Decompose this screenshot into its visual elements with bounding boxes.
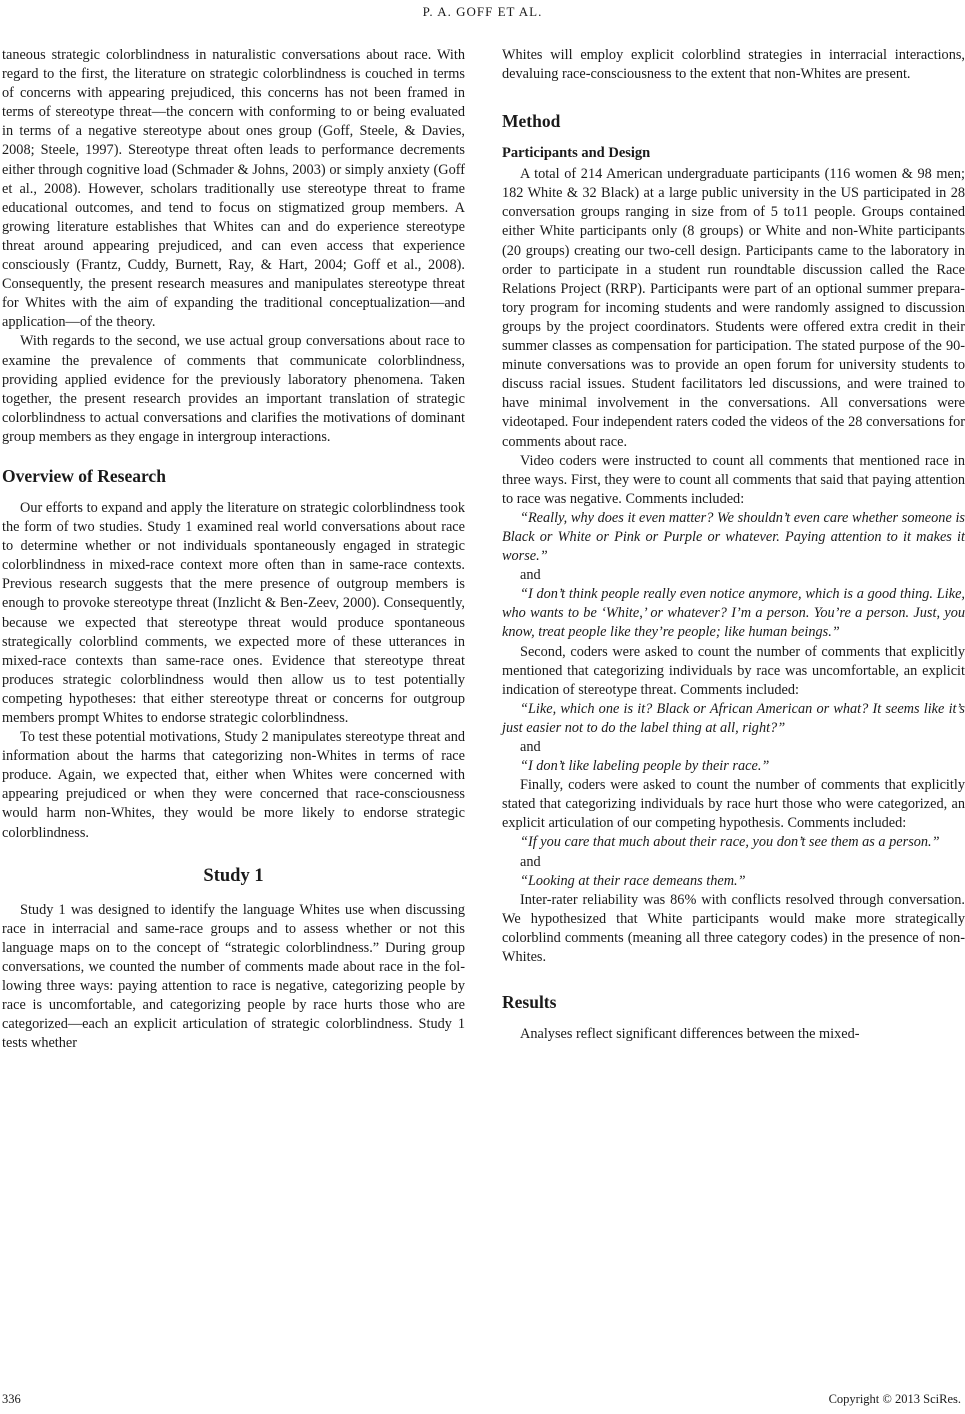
paragraph: Second, coders were asked to count the number of comments that explicitly mentioned that categorizing individuals by race was uncomfortable, an explicit indication of stereotype threat. Comments included: xyxy=(502,643,965,698)
quote: “Like, which one is it? Black or African American or what? It seems like it’s just easier not to do the label thing at all, right?” xyxy=(502,700,965,736)
page-number: 336 xyxy=(2,1392,21,1406)
section-heading-overview: Overview of Research xyxy=(2,465,166,486)
subsection-heading-participants: Participants and Design xyxy=(502,145,651,162)
paragraph: A total of 214 American undergraduate participants (116 women & 98 men; 182 White & 32 Black) at a large public university in the US participated in 28 conversation groups ranging in size from of 5 to11 people. Groups contained either White participants only (8 groups) or White and non-White participants (20 groups) creating our two-cell design. Participants came to the laboratory in order to participate in a student run roundtable discussion called the Race Relations Project (RRP). Participants were part of an optional summer preparatory program for incoming students and were randomly assigned to discussion groups by the project coordinators. Students were offered extra credit in their summer classes as compensation for participation. The stated purpose of the 90-minute conversations was to provide an open forum for university students to discuss racial issues. Student facilitators led discussions, and were trained to have minimal involvement in the conversations. All conversations were videotaped. Four independent raters coded the videos of the 28 conversations for comments about race. xyxy=(502,166,965,450)
paragraph: With regards to the second, we use actual group conversations about race to examine the prevalence of comments that communicate colorblindness, providing applied evidence for the previously laboratory phenomena. Taken together, the present research provides an important translation of strategic colorblindness to actual conversations and clarifies the motivations of dominant group members as they engage in intergroup interactions. xyxy=(2,333,465,445)
quote: “I don’t think people really even notice anymore, which is a good thing. Like, who wants to be ‘White,’ or whatever? I’m a person. You’re a person. Just, you know, treat people like they’re people; like human beings.” xyxy=(502,586,965,641)
paragraph: Analyses reflect significant differences between the mixed- xyxy=(520,1026,860,1043)
quote: “If you care that much about their race, you don’t see them as a person.” xyxy=(520,834,940,851)
quote: “I don’t like labeling people by their race.” xyxy=(520,758,770,775)
right-column xyxy=(502,46,965,1044)
paragraph: Video coders were instructed to count all comments that mentioned race in three ways. First, they were to count all comments that said that paying attention to race was negative. Comments included: xyxy=(502,452,965,507)
running-head: P. A. GOFF ET AL. xyxy=(422,4,543,19)
paragraph: To test these potential motivations, Study 2 manipulates stereotype threat and information about the harms that categorizing non-Whites in terms of race produce. Again, we expected that, either when Whites were concerned with appearing prejudiced or when they were concerned that race-consciousness would harm non-Whites, they would be more likely to endorse strategic colorblindness. xyxy=(2,729,465,841)
quote: “Really, why does it even matter? We shouldn’t even care whether someone is Black or White or Pink or Purple or whatever. Paying attention to it makes it worse.” xyxy=(502,509,965,565)
paragraph: taneous strategic colorblindness in naturalistic conversations about race. With regard to the first, the literature on strategic colorblindness is couched in terms of concerns with appearing prejudiced, this concerns has not been framed in terms of stereotype threat—the concern with conforming to or being evaluated in terms of a negative stereotype about ones group (Goff, Steele, & Davies, 2008; Steele, 1997). Stereotype threat often leads to performance decrements either through cognitive load (Schmader & Johns, 2003) or simply anxiety (Goff et al., 2008). However, scholars traditionally use stereotype threat to frame educational outcomes, and tend to focus on stigmatized group members. A growing literature establishes that Whites can and do experience stereotype threat around appearing prejudiced, and can even access that experience consciously (Frantz, Cuddy, Burnett, Ray, & Hart, 2004; Goff et al., 2008). Consequently, the present research measures and manipulates stereotype threat for Whites with the aim of expanding the traditional conceptualization—and application—of the theory. xyxy=(2,47,465,331)
and-connector: and xyxy=(520,567,541,584)
paragraph: Study 1 was designed to identify the language Whites use when discussing race in interracial and same-race groups and to assess whether or not this language maps on to the concept of “strategic colorblindness.” During group conversations, we counted the number of comments made about race in the following three ways: paying attention to race is negative, categorizing people by race is uncomfortable, and categorizing people by race hurts those who are categorized—each an explicit articulation of strategic colorblindness. Study 1 tests whether xyxy=(2,901,465,1052)
and-connector: and xyxy=(520,853,541,870)
paragraph: Finally, coders were asked to count the number of comments that explicitly stated that categorizing individuals by race hurt those who were categorized, an explicit articulation of our competing hypothesis. Comments included: xyxy=(502,777,965,832)
and-connector: and xyxy=(520,739,541,755)
section-heading-method: Method xyxy=(502,111,561,132)
paragraph: Inter-rater reliability was 86% with conflicts resolved through conversation. We hypothesized that White participants would make more strategically colorblind comments (meaning all three category codes) in the presence of non-Whites. xyxy=(502,891,965,966)
copyright-notice: Copyright © 2013 SciRes. xyxy=(828,1392,961,1406)
paragraph: Whites will employ explicit colorblind strategies in interracial interactions, devaluing race-consciousness to the extent that non-Whites are present. xyxy=(502,47,965,83)
section-heading-study1: Study 1 xyxy=(203,865,264,886)
section-heading-results: Results xyxy=(502,992,557,1013)
left-column xyxy=(2,46,465,1053)
quote: “Looking at their race demeans them.” xyxy=(520,872,746,889)
paragraph: Our efforts to expand and apply the literature on strategic colorblindness took the form of two studies. Study 1 examined real world conversations about race to determine whether or not individuals spontaneously engaged in strategic colorblindness in mixed-race context more often than in same-race contexts. Previous research suggests that the mere presence of outgroup members is enough to provoke stereotype threat (Inzlicht & Ben-Zeev, 2000). Consequently, because we expected that stereotype threat would produce spontaneous strategically colorblind comments, we expected more of these utterances in mixed-race contexts than same-race ones. Evidence that stereotype threat produces strategic colorblindness would then allow us to test potentially competing hypotheses: that either stereotype threat or concerns for outgroup members prompt Whites to endorse strategic colorblindness. xyxy=(2,499,465,726)
